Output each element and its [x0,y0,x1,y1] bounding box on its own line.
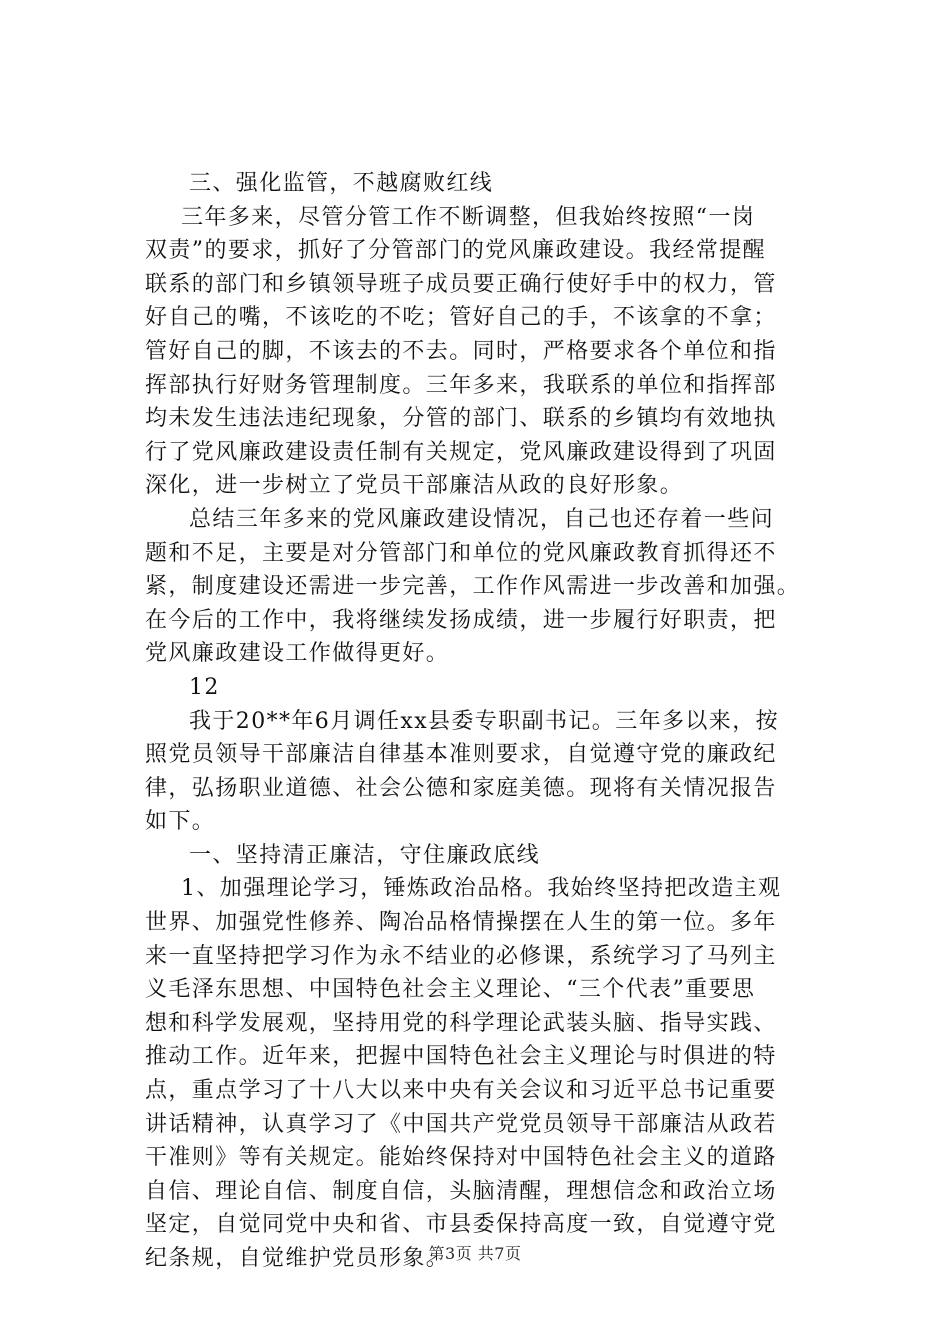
paragraph-line: 双责”的要求，抓好了分管部门的党风廉政建设。我经常提醒 [145,238,767,264]
page-number-label: 第3页 共7页 [428,1244,522,1263]
paragraph-line: 点，重点学习了十八大以来中央有关会议和习近平总书记重要 [145,1078,777,1104]
paragraph-line: 照党员领导干部廉洁自律基本准则要求，自觉遵守党的廉政纪 [145,742,777,768]
paragraph-line: 挥部执行好财务管理制度。三年多来，我联系的单位和指挥部 [145,372,777,398]
paragraph-line: 深化，进一步树立了党员干部廉洁从政的良好形象。 [145,473,684,499]
paragraph-line: 题和不足，主要是对分管部门和单位的党风廉政教育抓得还不 [145,540,777,566]
paragraph-line: 均未发生违法违纪现象，分管的部门、联系的乡镇均有效地执 [145,406,777,432]
paragraph-line: 纪条规，自觉维护党员形象。 [145,1246,450,1271]
paragraph-line: 1、加强理论学习，锤炼政治品格。我始终坚持把改造主观 [181,876,782,902]
paragraph-line: 律，弘扬职业道德、社会公德和家庭美德。现将有关情况报告 [145,775,777,801]
paragraph-line: 党风廉政建设工作做得更好。 [145,641,450,667]
page-footer [0,1241,950,1264]
paragraph-line: 管好自己的脚，不该去的不去。同时，严格要求各个单位和指 [145,338,777,364]
paragraph-line: 来一直坚持把学习作为永不结业的必修课，系统学习了马列主 [145,943,777,969]
paragraph-line: 义毛泽东思想、中国特色社会主义理论、“三个代表”重要思 [145,977,756,1003]
paragraph-line: 总结三年多来的党风廉政建设情况，自己也还存着一些问 [189,506,775,532]
paragraph-line: 想和科学发展观，坚持用党的科学理论武装头脑、指导实践、 [145,1010,777,1036]
paragraph-line: 联系的部门和乡镇领导班子成员要正确行使好手中的权力，管 [145,271,777,297]
document-body [145,167,835,1276]
paragraph-line: 世界、加强党性修养、陶冶品格情操摆在人生的第一位。多年 [145,910,777,936]
paragraph-line: 干准则》等有关规定。能始终保持对中国特色社会主义的道路 [145,1145,777,1171]
paragraph-line: 我于20**年6月调任xx县委专职副书记。三年多以来，按 [189,708,780,734]
paragraph-line: 坚定，自觉同党中央和省、市县委保持高度一致，自觉遵守党 [145,1212,777,1238]
section-heading-3: 三、强化监管，不越腐败红线 [189,171,494,196]
section-number: 12 [189,674,220,700]
section-heading-1: 一、坚持清正廉洁，守住廉政底线 [189,842,541,868]
paragraph-line: 在今后的工作中，我将继续发扬成绩，进一步履行好职责，把 [145,607,777,633]
paragraph-line: 自信、理论自信、制度自信，头脑清醒，理想信念和政治立场 [145,1178,777,1204]
paragraph-line: 如下。 [145,809,216,835]
paragraph-line: 紧，制度建设还需进一步完善，工作作风需进一步改善和加强。 [145,574,801,600]
paragraph-line: 三年多来，尽管分管工作不断调整，但我始终按照“一岗 [181,204,756,230]
paragraph-line: 讲话精神，认真学习了《中国共产党党员领导干部廉洁从政若 [145,1111,777,1137]
paragraph-line: 行了党风廉政建设责任制有关规定，党风廉政建设得到了巩固 [145,439,777,465]
paragraph-line: 推动工作。近年来，把握中国特色社会主义理论与时俱进的特 [145,1044,777,1070]
paragraph-line: 好自己的嘴，不该吃的不吃；管好自己的手，不该拿的不拿； [145,305,777,331]
